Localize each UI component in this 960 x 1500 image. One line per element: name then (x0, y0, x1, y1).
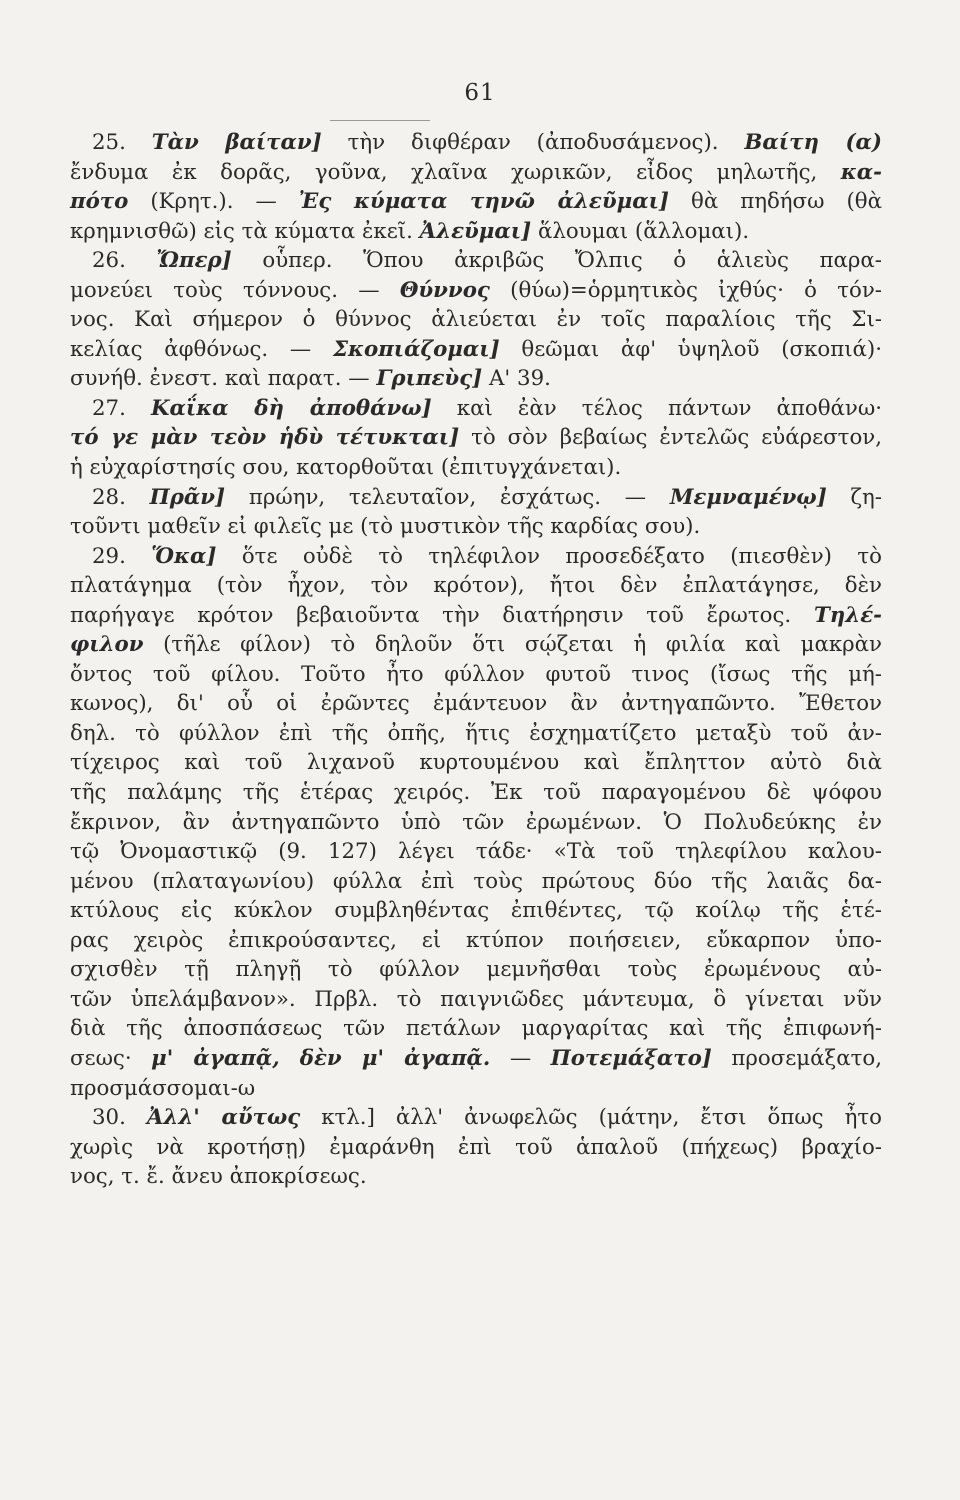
gloss-text: 26. (92, 248, 157, 274)
gloss-text: κωνος), δι' οὗ οἱ ἐρῶντες ἐμάντευον ἂν ἀντηγαπῶντο. Ἔθετον (70, 691, 882, 717)
text-line (70, 1014, 882, 1044)
gloss-text: παρήγαγε κρότον βεβαιοῦντα τὴν διατήρησιν τοῦ ἔρωτος. (70, 602, 814, 628)
lemma: Θύννος (399, 277, 490, 303)
text-line (70, 394, 882, 424)
text-line (70, 985, 882, 1015)
gloss-text: ἡ εὐχαρίστησίς σου, κατορθοῦται (ἐπιτυγχάνεται). (70, 455, 622, 481)
gloss-text: τὴν διφθέραν (ἀποδυσάμενος). (321, 130, 745, 155)
text-line (70, 630, 882, 660)
gloss-text: 29. (92, 543, 152, 569)
gloss-text: 27. (92, 395, 151, 421)
text-line (70, 689, 882, 719)
lemma: Ἀλλ' αὔτως (146, 1105, 301, 1131)
gloss-text: ρας χειρὸς ἐπικρούσαντες, εἰ κτύπον ποιήσειεν, εὔκαρπον ὑπο- (70, 927, 882, 953)
lemma: Μεμναμένῳ] (669, 484, 827, 510)
lemma: Καΐκα δὴ ἀποθάνω] (150, 395, 432, 421)
page-number: 61 (464, 80, 496, 106)
lemma: Ὤπερ] (156, 248, 232, 274)
text-line (70, 128, 882, 158)
text-line (70, 364, 882, 394)
text-line (70, 601, 882, 631)
text-line (70, 660, 882, 690)
text-line (70, 926, 882, 956)
gloss-text: δηλ. τὸ φύλλον ἐπὶ τῆς ὀπῆς, ἥτις ἐσχηματίζετο μεταξὺ τοῦ ἀν- (70, 720, 882, 746)
lemma: Τηλέ- (813, 602, 882, 628)
gloss-text: κτλ.] ἀλλ' ἀνωφελῶς (μάτην, ἔτσι ὅπως ἦτο (300, 1105, 882, 1131)
text-line (70, 483, 882, 513)
text-line (70, 571, 882, 601)
gloss-text: 30. (92, 1105, 147, 1131)
text-line (70, 955, 882, 985)
gloss-text: νος. Καὶ σήμερον ὁ θύννος ἁλιεύεται ἐν τοῖς παραλίοις τῆς Σι- (70, 307, 882, 333)
page-number-rule (330, 120, 430, 121)
gloss-text: (θύω)=ὁρμητικὸς ἰχθύς· ὁ τόν- (489, 277, 882, 303)
gloss-text: θὰ πηδήσω (θὰ (668, 189, 882, 215)
gloss-text: τῷ Ὀνομαστικῷ (9. 127) λέγει τάδε· «Τὰ τοῦ τηλεφίλου καλου- (70, 839, 882, 865)
gloss-text: σχισθὲν τῇ πληγῇ τὸ φύλλον μεμνῆσθαι τοὺς ἐρωμένους αὐ- (70, 957, 882, 983)
text-line (70, 808, 882, 838)
lemma: Βαίτη (α) (744, 130, 883, 155)
gloss-text: οὗπερ. Ὅπου ἀκριβῶς Ὄλπις ὁ ἁλιεὺς παρα- (231, 248, 883, 274)
gloss-text: τίχειρος καὶ τοῦ λιχανοῦ κυρτουμένου καὶ ἔπληττον αὐτὸ διὰ (70, 750, 882, 776)
gloss-text: — (490, 1045, 551, 1071)
commentary-text (70, 128, 882, 1192)
gloss-text: συνήθ. ἐνεστ. καὶ παρατ. — (70, 366, 377, 392)
text-line (70, 512, 882, 542)
gloss-text: χωρὶς νὰ κροτήσῃ) ἐμαράνθη ἐπὶ τοῦ ἁπαλοῦ (πήχεως) βραχίο- (70, 1134, 882, 1160)
text-line (70, 748, 882, 778)
lemma: Ἀλεῦμαι] (419, 218, 532, 244)
text-line (70, 217, 882, 247)
lemma: Ἐς κύματα τηνῶ ἀλεῦμαι] (298, 189, 669, 215)
text-line (70, 542, 882, 572)
lemma: Τὰν βαίταν] (151, 130, 322, 155)
text-line (70, 187, 882, 217)
lemma: Ποτεμάξατο] (550, 1045, 712, 1071)
gloss-text: διὰ τῆς ἀποσπάσεως τῶν πετάλων μαργαρίτας καὶ τῆς ἐπιφωνή- (70, 1016, 882, 1042)
gloss-text: καὶ ἐὰν τέλος πάντων ἀποθάνω· (431, 395, 882, 421)
lemma: τό γε μὰν τεὸν ἡδὺ τέτυκται] (70, 425, 460, 451)
gloss-text: μένου (πλαταγωνίου) φύλλα ἐπὶ τοὺς πρώτους δύο τῆς λαιᾶς δα- (70, 868, 882, 894)
lemma: πότο (70, 189, 129, 215)
text-line (70, 1103, 882, 1133)
gloss-text: ὅτε οὐδὲ τὸ τηλέφιλον προσεδέξατο (πιεσθὲν) τὸ (216, 543, 882, 569)
text-line (70, 778, 882, 808)
gloss-text: κρημνισθῶ) εἰς τὰ κύματα ἐκεῖ. (70, 218, 420, 244)
gloss-text: ἅλουμαι (ἅλλομαι). (531, 218, 750, 244)
text-line (70, 305, 882, 335)
gloss-text: θεῶμαι ἀφ' ὑψηλοῦ (σκοπιά)· (499, 336, 883, 362)
text-line (70, 423, 882, 453)
text-line (70, 335, 882, 365)
gloss-text: τῆς παλάμης τῆς ἑτέρας χειρός. Ἐκ τοῦ παραγομένου δὲ ψόφου (70, 780, 882, 806)
gloss-text: ἔκρινον, ἂν ἀντηγαπῶντο ὑπὸ τῶν ἐρωμένων. Ὁ Πολυδεύκης ἐν (70, 809, 882, 835)
lemma: μ' ἀγαπᾷ, δὲν μ' ἀγαπᾷ. (151, 1045, 491, 1071)
gloss-text: (Κρητ.). — (128, 189, 299, 215)
text-line (70, 453, 882, 483)
text-line (70, 1162, 882, 1192)
gloss-text: κτύλους εἰς κύκλον συμβληθέντας ἐπιθέντες, τῷ κοίλῳ τῆς ἑτέ- (70, 898, 882, 924)
gloss-text: μονεύει τοὺς τόννους. — (70, 277, 400, 303)
gloss-text: σεως· (70, 1045, 152, 1071)
gloss-text: τοῦντι μαθεῖν εἰ φιλεῖς με (τὸ μυστικὸν τῆς καρδίας σου). (70, 514, 701, 540)
text-line (70, 837, 882, 867)
lemma: Γριπεὺς] (376, 366, 483, 392)
gloss-text: πρώην, τελευταῖον, ἐσχάτως. — (225, 484, 670, 510)
text-line (70, 1044, 882, 1074)
gloss-text: ζη- (826, 484, 882, 510)
lemma: Πρᾶν] (149, 484, 226, 510)
text-line (70, 867, 882, 897)
gloss-text: Α' 39. (482, 366, 551, 392)
gloss-text: τῶν ὑπελάμβανον». Πρβλ. τὸ παιγνιῶδες μάντευμα, ὃ γίνεται νῦν (70, 986, 882, 1012)
gloss-text: 28. (92, 484, 150, 510)
text-line (70, 158, 882, 188)
text-line (70, 896, 882, 926)
gloss-text: πλατάγημα (τὸν ἦχον, τὸν κρότον), ἤτοι δὲν ἐπλατάγησε, δὲν (70, 573, 882, 599)
text-line (70, 719, 882, 749)
gloss-text: προσεμάξατο, (711, 1045, 882, 1071)
text-line (70, 246, 882, 276)
gloss-text: ὄντος τοῦ φίλου. Τοῦτο ἦτο φύλλον φυτοῦ τινος (ἴσως τῆς μή- (70, 661, 882, 687)
lemma: κα- (840, 159, 882, 185)
lemma: Ὅκα] (151, 543, 217, 569)
gloss-text: κελίας ἀφθόνως. — (70, 336, 333, 362)
gloss-text: νος, τ. ἔ. ἄνευ ἀποκρίσεως. (70, 1164, 367, 1190)
lemma: φιλον (70, 632, 144, 658)
gloss-text: προσμάσσομαι-ω (70, 1075, 256, 1101)
lemma: Σκοπιάζομαι] (332, 336, 500, 362)
text-line (70, 1074, 882, 1104)
gloss-text: (τῆλε φίλον) τὸ δηλοῦν ὅτι σῴζεται ἡ φιλία καὶ μακρὰν (143, 632, 882, 658)
text-line (70, 276, 882, 306)
text-line (70, 1133, 882, 1163)
gloss-text: τὸ σὸν βεβαίως ἐντελῶς εὐάρεστον, (459, 425, 882, 451)
gloss-text: 25. (92, 130, 152, 155)
gloss-text: ἔνδυμα ἐκ δορᾶς, γοῦνα, χλαῖνα χωρικῶν, εἶδος μηλωτῆς, (70, 159, 841, 185)
